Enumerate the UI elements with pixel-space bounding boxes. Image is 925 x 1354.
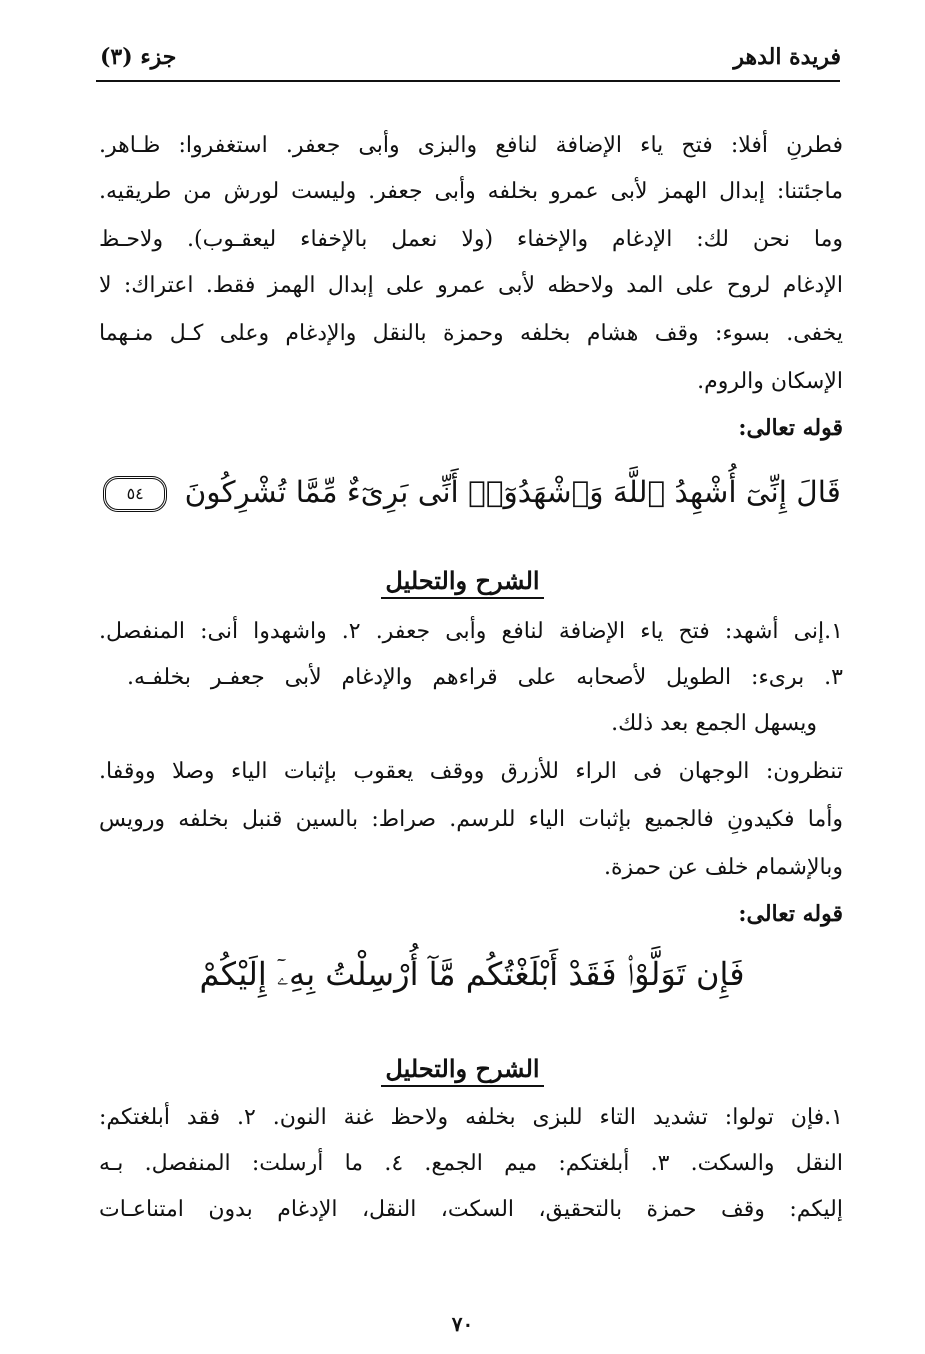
text-line: الإدغام لروح على المد ولاحظه لأبى عمرو على إبدال الهمز فقط. اعتراك: لا (99, 273, 843, 298)
text-line: الإسكان والروم. (697, 369, 843, 394)
text-line: إليكم: وقف حمزة بالتحقيق، السكت، النقل، الإدغام بدون امتناعـات (99, 1197, 843, 1222)
section-heading-text: الشرح والتحليل (381, 1054, 543, 1087)
text-line: ١.إنى أشهد: فتح ياء الإضافة لنافع وأبى جعفر. ٢. واشهدوا أنى: المنفصل. (99, 619, 843, 644)
section-heading (0, 1054, 925, 1083)
section-heading (0, 566, 925, 595)
quran-verse (100, 942, 844, 1006)
text-line: وما نحن لك: الإدغام والإخفاء (ولا نعمل بالإخفاء ليعقـوب). ولاحـظ (99, 227, 843, 252)
text-line: ١.فإن تولوا: تشديد التاء للبزى بخلفه ولاحظ غنة النون. ٢. فقد أبلغتكم: (99, 1105, 843, 1130)
verse-intro: قوله تعالى: (738, 901, 843, 927)
text-line: وبالإشمام خلف عن حمزة. (604, 855, 843, 880)
text-line: ماجئتنا: إبدال الهمز لأبى عمرو بخلفه وأبى جعفر. وليست لورش من طريقيه. (99, 179, 843, 204)
verse-text: قَالَ إِنِّىٓ أُشْهِدُ ٱللَّهَ وَٱشْهَدُوٓا۟ أَنِّى بَرِىٓءٌ مِّمَّا تُشْرِكُونَ (184, 475, 841, 509)
section-heading-text: الشرح والتحليل (381, 566, 543, 599)
quran-verse (100, 460, 844, 524)
book-title: فريدة الدهر (733, 44, 841, 70)
verse-intro: قوله تعالى: (738, 415, 843, 441)
header-rule (96, 80, 840, 82)
text-line: يخفى. بسوء: وقف هشام بخلفه وحمزة بالنقل والإدغام وعلى كـل منـهما (99, 321, 843, 346)
page-number: ٧٠ (451, 1312, 474, 1336)
ayah-number-mark: ٥٤ (103, 476, 167, 512)
text-line: وأما فكيدونِ فالجميع بإثبات الياء للرسم. صراط: بالسين قنبل بخلفه ورويس (99, 807, 843, 832)
text-line: فطرنِ أفلا: فتح ياء الإضافة لنافع والبزى وأبى جعفر. استغفروا: ظـاهر. (99, 133, 843, 158)
part-label: جزء (٣) (100, 44, 177, 70)
text-line: ٣. برىء: الطويل لأصحابه على قراءهم والإدغام لأبى جعفـر بخلفـه. (127, 665, 843, 690)
text-line: تنظرون: الوجهان فى الراء للأزرق ووقف يعقوب بإثبات الياء وصلا ووقفا. (99, 759, 843, 784)
text-line: النقل والسكت. ٣. أبلغتكم: ميم الجمع. ٤. ما أرسلت: المنفصل. بـه (99, 1151, 843, 1176)
text-line: ويسهل الجمع بعد ذلك. (611, 711, 817, 736)
verse-text: فَإِن تَوَلَّوْا۟ فَقَدْ أَبْلَغْتُكُم مَّآ أُرْسِلْتُ بِهِۦٓ إِلَيْكُمْ (199, 955, 745, 993)
